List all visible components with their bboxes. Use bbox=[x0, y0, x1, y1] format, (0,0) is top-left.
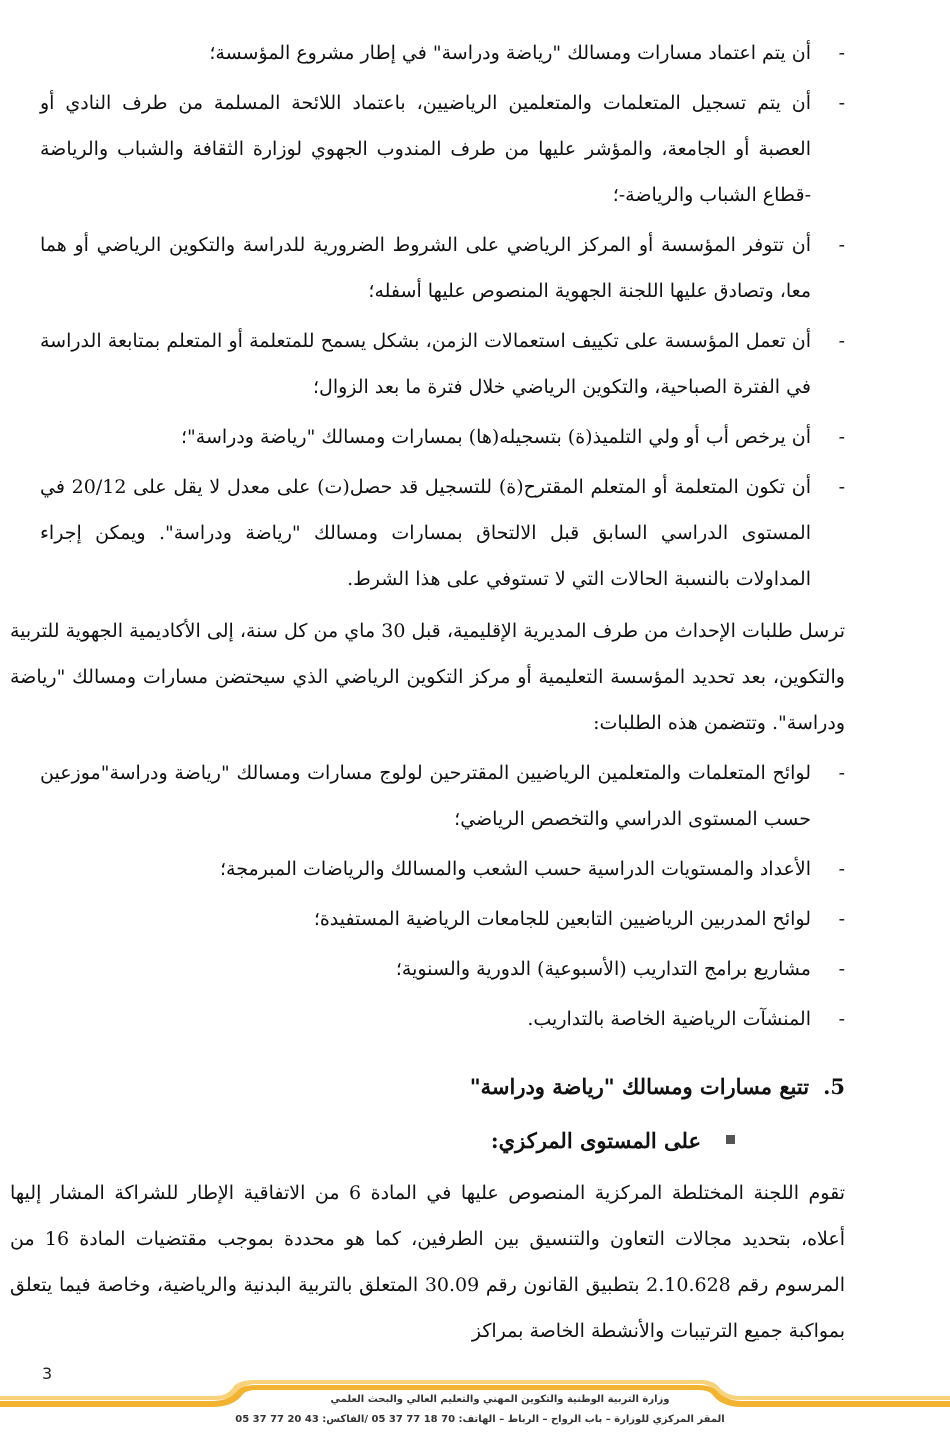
section-number: 5. bbox=[823, 1074, 845, 1099]
bullet-dash: - bbox=[838, 42, 845, 64]
bullet-dash: - bbox=[838, 234, 845, 256]
list-item bbox=[40, 414, 845, 460]
footer-address: المقر المركزي للوزارة – باب الرواح – الرباط – الهاتف: 70 18 77 37 05 /الفاكس: 43 20 77 37 05 bbox=[235, 1414, 725, 1425]
list-item-text: لوائح المتعلمات والمتعلمين الرياضيين المقترحين لولوج مسارات ومسالك "رياضة ودراسة"موزعين حسب المستوى الدراسي والتخصص الرياضي؛ bbox=[40, 762, 811, 830]
list-item bbox=[40, 996, 845, 1042]
list-item-text: المنشآت الرياضية الخاصة بالتداريب. bbox=[527, 1008, 811, 1030]
central-level-paragraph: تقوم اللجنة المختلطة المركزية المنصوص عليها في المادة 6 من الاتفاقية الإطار للشراكة المشار إليها أعلاه، بتحديد مجالات التعاون والتنسيق بين الطرفين، كما هو محددة بموجب مقتضيات المادة 16 من المرسوم رقم 2.10.628 بتطبيق القانون رقم 30.09 المتعلق بالتربية البدنية والرياضية، وخاصة فيما يتعلق بمواكبة جميع الترتيبات والأنشطة الخاصة بمراكز bbox=[10, 1182, 846, 1342]
list-item-text: أن يتم اعتماد مسارات ومسالك "رياضة ودراسة" في إطار مشروع المؤسسة؛ bbox=[209, 42, 811, 64]
bullet-dash: - bbox=[838, 476, 845, 498]
page-number: 3 bbox=[42, 1364, 53, 1383]
list-item-text: أن يرخص أب أو ولي التلميذ(ة) بتسجيله(ها) بمسارات ومسالك "رياضة ودراسة"؛ bbox=[180, 426, 811, 448]
page-content bbox=[10, 30, 846, 1358]
square-bullet-icon bbox=[726, 1135, 735, 1144]
bullet-dash: - bbox=[838, 1008, 845, 1030]
list-item bbox=[40, 750, 845, 842]
list-item-text: أن تكون المتعلمة أو المتعلم المقترح(ة) للتسجيل قد حصل(ت) على معدل لا يقل على 20/12 في المستوى الدراسي السابق قبل الالتحاق بمسارات ومسالك "رياضة ودراسة". ويمكن إجراء المداولات بالنسبة الحالات التي لا تستوفي على هذا الشرط. bbox=[40, 476, 811, 590]
list-item bbox=[40, 946, 845, 992]
footer-ministry-name: وزارة التربية الوطنية والتكوين المهني والتعليم العالي والبحث العلمي bbox=[330, 1394, 670, 1405]
list-item bbox=[40, 80, 845, 218]
section-heading bbox=[40, 1064, 845, 1110]
list-item bbox=[40, 222, 845, 314]
list-item-text: لوائح المدربين الرياضيين التابعين للجامعات الرياضية المستفيدة؛ bbox=[313, 908, 811, 930]
list-item-text: مشاريع برامج التداريب (الأسبوعية) الدورية والسنوية؛ bbox=[395, 958, 811, 980]
bullet-dash: - bbox=[838, 908, 845, 930]
list-item bbox=[40, 896, 845, 942]
list-item-text: أن تتوفر المؤسسة أو المركز الرياضي على الشروط الضرورية للدراسة والتكوين الرياضي أو هما معا، وتصادق عليها اللجنة الجهوية المنصوص عليها أسفله؛ bbox=[40, 234, 811, 302]
bullet-dash: - bbox=[838, 858, 845, 880]
list-item-text: أن تعمل المؤسسة على تكييف استعمالات الزمن، بشكل يسمح للمتعلمة أو المتعلم بمتابعة الدراسة في الفترة الصباحية، والتكوين الرياضي خلال فترة ما بعد الزوال؛ bbox=[40, 330, 811, 398]
list-item-text: الأعداد والمستويات الدراسية حسب الشعب والمسالك والرياضات المبرمجة؛ bbox=[220, 858, 811, 880]
subsection-title: على المستوى المركزي: bbox=[490, 1128, 701, 1153]
requests-paragraph: ترسل طلبات الإحداث من طرف المديرية الإقليمية، قبل 30 ماي من كل سنة، إلى الأكاديمية الجهوية للتربية والتكوين، بعد تحديد المؤسسة التعليمية أو مركز التكوين الرياضي الذي سيحتضن مسارات ومسالك "رياضة ودراسة". وتتضمن هذه الطلبات: bbox=[10, 620, 845, 734]
subsection-heading bbox=[40, 1118, 735, 1164]
bullet-dash: - bbox=[838, 330, 845, 352]
list-item bbox=[40, 464, 845, 602]
section-title: تتبع مسارات ومسالك "رياضة ودراسة" bbox=[469, 1074, 810, 1099]
bullet-dash: - bbox=[838, 92, 845, 114]
list-item bbox=[40, 846, 845, 892]
bullet-dash: - bbox=[838, 762, 845, 784]
bullet-dash: - bbox=[838, 426, 845, 448]
bullet-dash: - bbox=[838, 958, 845, 980]
list-item-text: أن يتم تسجيل المتعلمات والمتعلمين الرياضيين، باعتماد اللائحة المسلمة من طرف النادي أو العصبة أو الجامعة، والمؤشر عليها من طرف المندوب الجهوي لوزارة الثقافة والشباب والرياضة -قطاع الشباب والرياضة-؛ bbox=[40, 92, 811, 206]
list-item bbox=[40, 30, 845, 76]
list-item bbox=[40, 318, 845, 410]
requests-list bbox=[40, 750, 845, 1042]
